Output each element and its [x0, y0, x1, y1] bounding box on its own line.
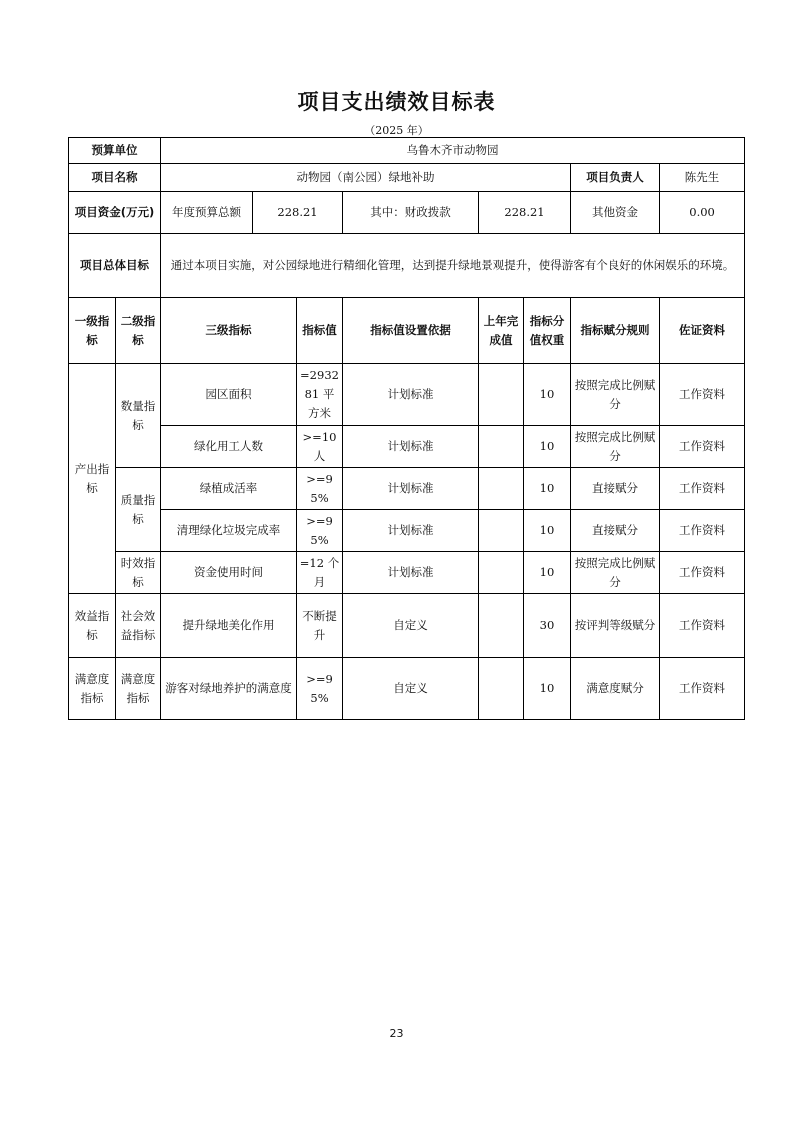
- group-timeliness: 时效指标: [116, 552, 161, 594]
- row-evidence: 工作资料: [660, 552, 745, 594]
- row-basis: 计划标准: [343, 510, 479, 552]
- project-owner-label: 项目负责人: [571, 164, 660, 192]
- row-evidence: 工作资料: [660, 364, 745, 426]
- project-owner-value: 陈先生: [660, 164, 745, 192]
- table-row: [69, 658, 745, 720]
- performance-table: [68, 137, 745, 720]
- row-evidence: 工作资料: [660, 658, 745, 720]
- header-rule: 指标赋分规则: [571, 298, 660, 364]
- table-row: [69, 552, 745, 594]
- header-level2: 二级指标: [116, 298, 161, 364]
- funds-row: [69, 192, 745, 234]
- row-name: 资金使用时间: [161, 552, 297, 594]
- row-last-year: [479, 552, 524, 594]
- overall-goal-text: 通过本项目实施，对公园绿地进行精细化管理，达到提升绿地景观提升，使得游客有个良好的休闲娱乐的环境。: [161, 234, 745, 298]
- row-weight: 10: [524, 552, 571, 594]
- header-row: [69, 298, 745, 364]
- annual-budget-label: 年度预算总额: [161, 192, 253, 234]
- row-name: 清理绿化垃圾完成率: [161, 510, 297, 552]
- group-output: 产出指标: [69, 364, 116, 594]
- budget-unit-value: 乌鲁木齐市动物园: [161, 138, 745, 164]
- other-funds-value: 0.00: [660, 192, 745, 234]
- row-name: 绿化用工人数: [161, 426, 297, 468]
- table-row: [69, 364, 745, 426]
- row-weight: 10: [524, 658, 571, 720]
- header-last-year: 上年完成值: [479, 298, 524, 364]
- row-basis: 计划标准: [343, 364, 479, 426]
- row-rule: 按照完成比例赋分: [571, 552, 660, 594]
- row-rule: 直接赋分: [571, 468, 660, 510]
- row-last-year: [479, 426, 524, 468]
- row-name: 游客对绿地养护的满意度: [161, 658, 297, 720]
- group-satisfaction-level1: 满意度指标: [69, 658, 116, 720]
- row-basis: 计划标准: [343, 468, 479, 510]
- overall-goal-row: [69, 234, 745, 298]
- header-value: 指标值: [297, 298, 343, 364]
- group-benefit: 效益指标: [69, 594, 116, 658]
- fiscal-value: 228.21: [479, 192, 571, 234]
- table-row: [69, 510, 745, 552]
- fiscal-label: 其中：财政拨款: [343, 192, 479, 234]
- row-value: >=95%: [297, 468, 343, 510]
- header-level3: 三级指标: [161, 298, 297, 364]
- year-label: （2025 年）: [364, 124, 429, 137]
- row-value: >=95%: [297, 658, 343, 720]
- row-evidence: 工作资料: [660, 594, 745, 658]
- row-basis: 计划标准: [343, 426, 479, 468]
- row-last-year: [479, 364, 524, 426]
- table-row: [69, 468, 745, 510]
- row-rule: 满意度赋分: [571, 658, 660, 720]
- table-row: [69, 594, 745, 658]
- header-basis: 指标值设置依据: [343, 298, 479, 364]
- table-row: [69, 426, 745, 468]
- row-name: 园区面积: [161, 364, 297, 426]
- row-basis: 自定义: [343, 658, 479, 720]
- row-last-year: [479, 510, 524, 552]
- funds-label: 项目资金(万元): [69, 192, 161, 234]
- row-last-year: [479, 658, 524, 720]
- row-rule: 按评判等级赋分: [571, 594, 660, 658]
- row-last-year: [479, 594, 524, 658]
- annual-budget-value: 228.21: [253, 192, 343, 234]
- page-title: 项目支出绩效目标表: [297, 90, 496, 114]
- row-name: 提升绿地美化作用: [161, 594, 297, 658]
- budget-unit-row: [69, 138, 745, 164]
- row-last-year: [479, 468, 524, 510]
- group-quantity: 数量指标: [116, 364, 161, 468]
- row-basis: 计划标准: [343, 552, 479, 594]
- page-number: 23: [389, 1027, 404, 1040]
- row-value: >=10人: [297, 426, 343, 468]
- row-value: =293281 平方米: [297, 364, 343, 426]
- row-rule: 按照完成比例赋分: [571, 426, 660, 468]
- row-value: 不断提升: [297, 594, 343, 658]
- row-evidence: 工作资料: [660, 426, 745, 468]
- row-weight: 10: [524, 426, 571, 468]
- group-social-benefit: 社会效益指标: [116, 594, 161, 658]
- project-name-label: 项目名称: [69, 164, 161, 192]
- header-weight: 指标分值权重: [524, 298, 571, 364]
- other-funds-label: 其他资金: [571, 192, 660, 234]
- row-value: =12 个月: [297, 552, 343, 594]
- row-weight: 10: [524, 510, 571, 552]
- row-rule: 按照完成比例赋分: [571, 364, 660, 426]
- row-evidence: 工作资料: [660, 468, 745, 510]
- project-name-row: [69, 164, 745, 192]
- group-satisfaction-level2: 满意度指标: [116, 658, 161, 720]
- row-rule: 直接赋分: [571, 510, 660, 552]
- group-quality: 质量指标: [116, 468, 161, 552]
- overall-goal-label: 项目总体目标: [69, 234, 161, 298]
- row-value: >=95%: [297, 510, 343, 552]
- row-weight: 30: [524, 594, 571, 658]
- row-evidence: 工作资料: [660, 510, 745, 552]
- header-evidence: 佐证资料: [660, 298, 745, 364]
- row-weight: 10: [524, 364, 571, 426]
- header-level1: 一级指标: [69, 298, 116, 364]
- project-name-value: 动物园（南公园）绿地补助: [161, 164, 571, 192]
- budget-unit-label: 预算单位: [69, 138, 161, 164]
- row-name: 绿植成活率: [161, 468, 297, 510]
- row-weight: 10: [524, 468, 571, 510]
- row-basis: 自定义: [343, 594, 479, 658]
